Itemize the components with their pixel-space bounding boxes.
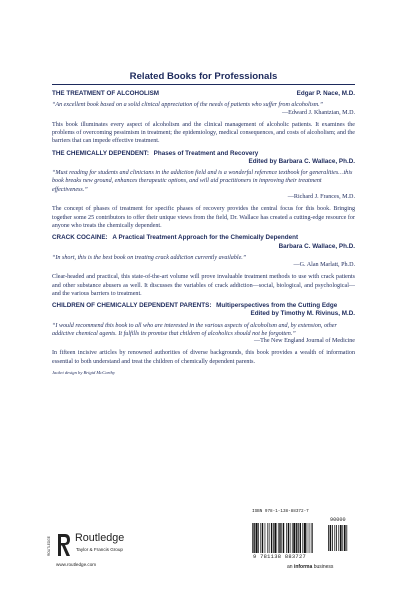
barcode-bar [283,523,284,553]
vertical-brand-text: ROUTLEDGE [47,536,51,556]
isbn-barcode [250,509,353,565]
barcode-bar [302,523,303,553]
addon-bar [330,525,332,551]
barcode-bar [288,523,289,553]
barcode-bar [273,523,274,553]
book-title: CRACK COCAINE: [52,234,108,242]
book-description: In fifteen incisive articles by renowned authorities of diverse backgrounds, this book provides a wealth of information essential to both understand and treat the children of chemically dependent parents. [52,350,355,365]
section-heading: Related Books for Professionals [52,71,355,85]
barcode-bar [292,523,293,553]
addon-bar [340,525,342,551]
barcode-bar [293,523,295,553]
barcode-bar [286,523,287,553]
jacket-design-credit: Jacket design by Brigid McCarthy [52,370,116,376]
barcode-bar [307,523,308,553]
barcode-bar [271,523,272,553]
barcode-bar [267,523,268,553]
addon-bar [332,525,333,551]
informa-business-tagline: an informa business [287,564,334,570]
book-subtitle: Phases of Treatment and Recovery [153,149,259,157]
barcode-bar [262,523,263,553]
addon-bar [336,525,337,551]
book-quote: “Must reading for students and clinicians in the addiction field and is a wonderful reference textbook for generalities…this book breaks new ground, enhances therapeutic options, and will aid practitioners in improving their treatment effectiveness.” [52,170,353,193]
barcode-bar [296,523,297,553]
isbn-digits: 9 781138 883727 [253,554,307,560]
book-quote: “An excellent book based on a solid clinical appreciation of the needs of patients who suffer from alcoholism.” [52,102,324,109]
book-author: Barbara C. Wallace, Ph.D. [278,242,355,250]
book-title: CHILDREN OF CHEMICALLY DEPENDENT PARENTS: [52,302,212,310]
book-entry-children-of-chemically-dependent-parents [52,302,355,366]
quote-attribution: —The New England Journal of Medicine [253,338,355,345]
barcode-bar [279,523,280,553]
related-books-section [52,71,355,375]
barcode-bars [250,515,353,555]
book-quote: “I would recommend this book to all who are interested in the various aspects of alcoholism and, by extension, other addictive chemical agents. It fulfills its promise that children of alcoholics should not be forgotten.” [52,322,337,338]
price-code: 90000 [330,517,346,523]
routledge-logo [47,532,206,572]
addon-bar [328,525,329,551]
quote-attribution: —Richard J. Frances, M.D. [287,194,355,201]
publisher-group: Taylor & Francis Group [76,547,123,552]
barcode-bar [311,523,312,553]
book-author: Edited by Barbara C. Wallace, Ph.D. [248,157,355,165]
barcode-bar [256,523,258,553]
barcode-bar [278,523,279,553]
publisher-name: Routledge [75,532,125,544]
book-description: This book illuminates every aspect of alcoholism and the clinical management of alcoholic patients. It examines the problems of overcoming pessimism in treatment; the epidemiology, medical consequences, and costs of alcoholism; and the barriers that can impede effective treatment. [52,121,355,145]
book-subtitle: Multiperspectives from the Cutting Edge [216,302,338,310]
book-entry-treatment-of-alcoholism [52,90,355,146]
barcode-bar [309,523,310,553]
barcode-bar [252,523,253,553]
barcode-bar [260,523,261,553]
book-title: THE TREATMENT OF ALCOHOLISM [52,90,160,97]
book-quote: “In short, this is the best book on treating crack addiction currently available.” [52,254,247,261]
barcode-bar [300,523,301,553]
quote-attribution: —G. Alan Marlatt, Ph.D. [293,262,355,269]
addon-bar [344,525,346,551]
barcode-bar [298,523,299,553]
addon-bar [342,525,343,551]
informa-brand: informa [293,564,313,570]
publisher-url[interactable]: www.routledge.com [56,562,97,567]
book-entry-chemically-dependent [52,150,355,231]
book-entry-crack-cocaine [52,234,355,298]
barcode-bar [312,523,313,553]
barcode-bar [304,523,306,553]
quote-attribution: —Edward J. Khantzian, M.D. [282,109,355,116]
addon-bar [338,525,339,551]
barcode-bar [290,523,291,553]
routledge-r-icon [56,532,72,558]
book-description: Clear-headed and practical, this state-of-the-art volume will prove invaluable treatment methods to use with crack patients and other substance abusers as well. It discusses the variables of crack addiction—social, biological, and psychological—and the various barriers to treatment. [52,274,355,297]
book-subtitle: A Practical Treatment Approach for the Chemically Dependent [112,234,299,242]
barcode-bar [274,523,276,553]
barcode-bar [281,523,282,553]
book-title: THE CHEMICALLY DEPENDENT: [52,149,149,157]
isbn-label: ISBN 978-1-138-88372-7 [252,509,309,514]
book-author: Edited by Timothy M. Rivinus, M.D. [250,310,355,318]
barcode-bar [253,523,254,553]
book-description: The concept of phases of treatment for specific phases of recovery provides the central focus for this book. Bringing together some 25 contributors to offer their unique views from the field, Dr. Wallace has created a cutting-edge resource for anyone who treats the chemically dependent. [52,206,355,230]
barcode-bar [269,523,270,553]
addon-bar [346,525,347,551]
barcode-bar [265,523,266,553]
book-author: Edgar P. Nace, M.D. [296,90,355,97]
barcode-bar [258,523,259,553]
addon-bar [334,525,335,551]
